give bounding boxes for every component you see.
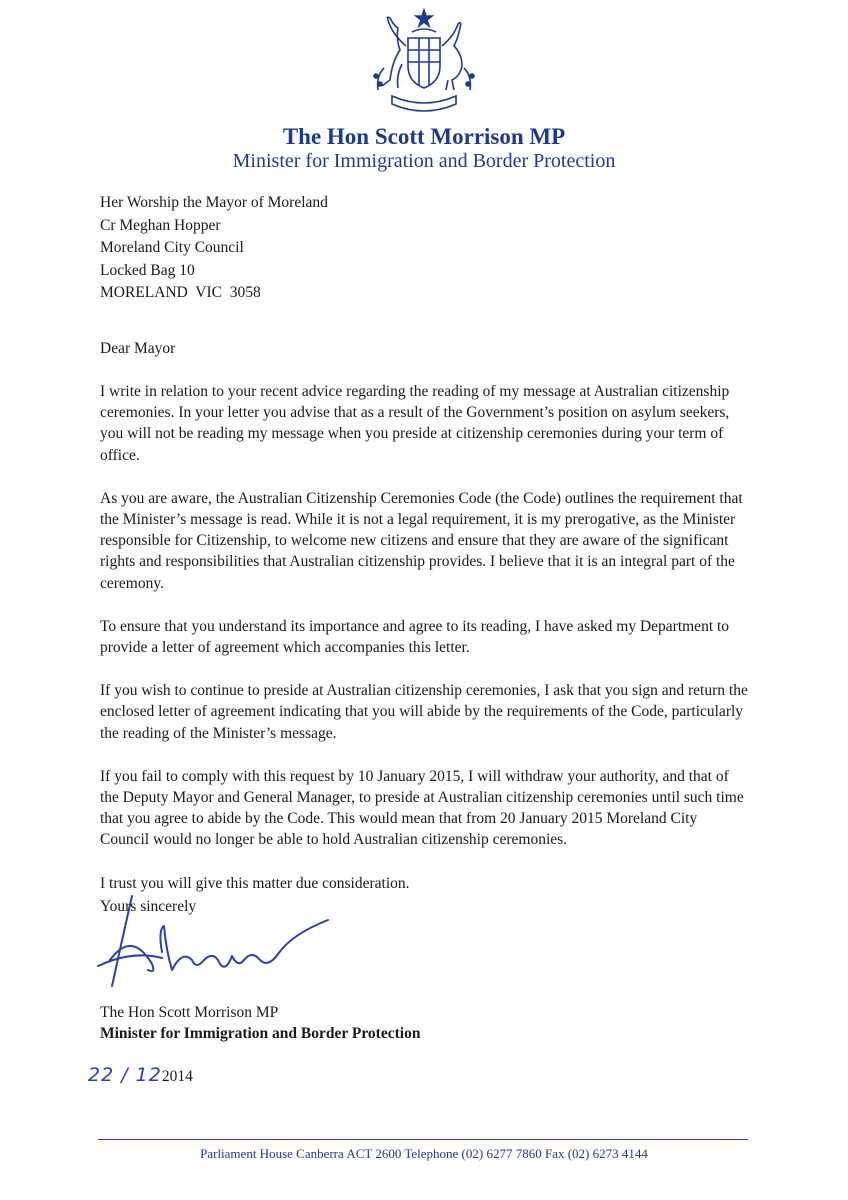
letter-body	[100, 381, 750, 916]
address-line: Locked Bag 10	[100, 261, 195, 279]
address-line: Cr Meghan Hopper	[100, 216, 221, 234]
letterhead-name: The Hon Scott Morrison MP	[282, 124, 566, 149]
body-paragraph: If you fail to comply with this request by 10 January 2015, I will withdraw your authority, and that of the Deputy Mayor and General Manager, to preside at Australian citizenship ceremonies until such time that you agree to abide by the Code. This would mean that from 20 January 2015 Moreland City Council would no longer be able to hold Australian citizenship ceremonies.	[100, 767, 744, 849]
body-paragraph: As you are aware, the Australian Citizenship Ceremonies Code (the Code) outlines the requirement that the Minister’s message is read. While it is not a legal requirement, it is my prerogative, as the Minister responsible for Citizenship, to welcome new citizens and ensure that they are aware of the significant rights and responsibilities that Australian citizenship provides. I believe that it is an integral part of the ceremony.	[100, 489, 743, 592]
body-paragraph: I write in relation to your recent advice regarding the reading of my message at Australian citizenship ceremonies. In your letter you advise that as a result of the Government’s position on asylum seekers, you will not be reading my message when you preside at citizenship ceremonies during your term of office.	[100, 383, 730, 464]
footer-address: Parliament House Canberra ACT 2600 Telephone (02) 6277 7860 Fax (02) 6273 4144	[200, 1146, 648, 1161]
signatory-name: The Hon Scott Morrison MP	[100, 1004, 279, 1021]
coat-of-arms-icon	[362, 6, 486, 118]
salutation: Dear Mayor	[100, 340, 176, 357]
body-paragraph: I trust you will give this matter due consideration.	[100, 874, 410, 892]
signature-icon	[92, 890, 332, 1000]
letter-date	[88, 1064, 193, 1086]
closing: Yours sincerely	[100, 898, 197, 915]
handwritten-date: 22 / 12	[88, 1064, 162, 1086]
printed-year: 2014	[161, 1068, 193, 1085]
body-paragraph: To ensure that you understand its importance and agree to its reading, I have asked my Department to provide a letter of agreement which accompanies this letter.	[100, 617, 730, 657]
letterhead-title: Minister for Immigration and Border Protection	[232, 150, 616, 172]
signatory-title: Minister for Immigration and Border Protection	[100, 1025, 421, 1042]
address-line: MORELAND VIC 3058	[100, 284, 261, 301]
footer-divider	[98, 1139, 748, 1140]
address-line: Her Worship the Mayor of Moreland	[100, 194, 328, 211]
recipient-address	[100, 192, 328, 305]
body-paragraph: If you wish to continue to preside at Australian citizenship ceremonies, I ask that you sign and return the enclosed letter of agreement indicating that you will abide by the requirements of the Code, particularly the reading of the Minister’s message.	[100, 682, 748, 742]
address-line: Moreland City Council	[100, 239, 244, 256]
